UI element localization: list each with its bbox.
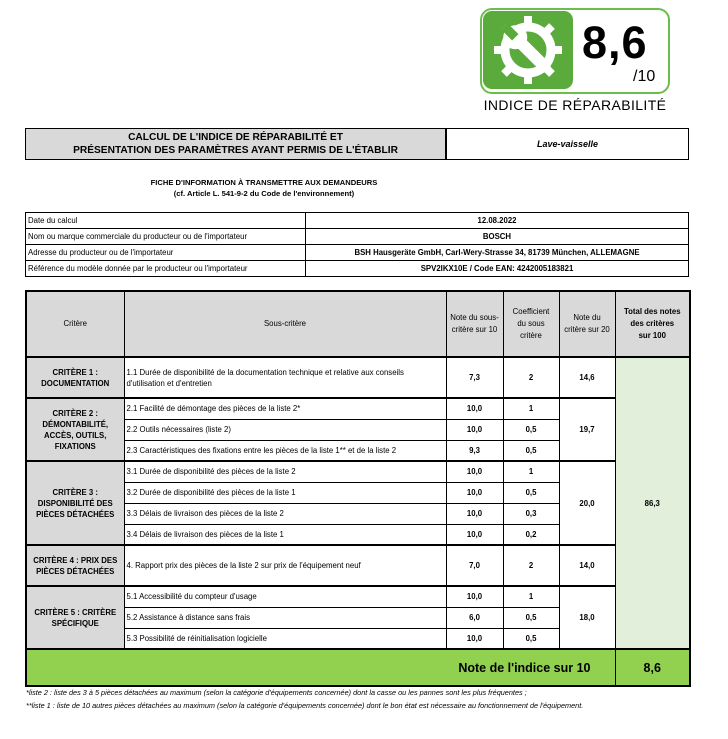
info-value: 12.08.2022 xyxy=(306,213,689,229)
wrench-gear-icon xyxy=(489,13,567,87)
header-note-sur-10: Note du sous- critère sur 10 xyxy=(446,291,503,357)
info-label: Adresse du producteur ou de l'importateur xyxy=(26,245,306,261)
sub-criterion-note: 10,0 xyxy=(446,586,503,607)
criterion-3-name: CRITÈRE 3 : DISPONIBILITÉ DES PIÈCES DÉTACHÉES xyxy=(26,461,124,545)
criterion-4-score: 14,0 xyxy=(559,545,615,586)
sub-criterion-coef: 0,2 xyxy=(503,524,559,545)
title-line-2: PRÉSENTATION DES PARAMÈTRES AYANT PERMIS DE L'ÉTABLIR xyxy=(73,145,398,156)
logo-score: 8,6 xyxy=(582,17,648,68)
sub-criterion-note: 10,0 xyxy=(446,503,503,524)
sub-criterion-coef: 0,5 xyxy=(503,482,559,503)
criteria-table xyxy=(25,290,691,687)
sub-criterion-label: 2.2 Outils nécessaires (liste 2) xyxy=(124,419,446,440)
sub-criterion-note: 10,0 xyxy=(446,398,503,419)
logo-label: INDICE DE RÉPARABILITÉ xyxy=(483,97,667,113)
table-header-row xyxy=(26,291,690,357)
criterion-3-score: 20,0 xyxy=(559,461,615,545)
sub-criterion-label: 3.2 Durée de disponibilité des pièces de la liste 1 xyxy=(124,482,446,503)
info-row xyxy=(26,245,689,261)
sub-criterion-coef: 1 xyxy=(503,398,559,419)
criterion-1-score: 14,6 xyxy=(559,357,615,398)
sub-criterion-note: 10,0 xyxy=(446,628,503,649)
table-row xyxy=(26,398,690,419)
sub-criterion-coef: 0,5 xyxy=(503,607,559,628)
title-line-1: CALCUL DE L'INDICE DE RÉPARABILITÉ ET xyxy=(128,132,343,143)
criterion-2-score: 19,7 xyxy=(559,398,615,461)
header-sous-critere: Sous-critère xyxy=(124,291,446,357)
sub-criterion-coef: 2 xyxy=(503,357,559,398)
criterion-4-name: CRITÈRE 4 : PRIX DES PIÈCES DÉTACHÉES xyxy=(26,545,124,586)
table-row xyxy=(26,586,690,607)
info-value: BSH Hausgeräte GmbH, Carl-Wery-Strasse 34, 81739 München, ALLEMAGNE xyxy=(306,245,689,261)
footnote-liste-1: **liste 1 : liste de 10 autres pièces détachées au maximum (selon la catégorie d'équipements concernée) dont le bon état est nécessaire au fonctionnement de l'équipement. xyxy=(26,701,584,710)
fiche-line-2: (cf. Article L. 541-9-2 du Code de l'environnement) xyxy=(173,189,355,198)
sub-criterion-coef: 0,5 xyxy=(503,628,559,649)
sub-criterion-note: 7,0 xyxy=(446,545,503,586)
sub-criterion-note: 6,0 xyxy=(446,607,503,628)
sub-criterion-coef: 0,3 xyxy=(503,503,559,524)
header-total-sur-100: Total des notes des critères sur 100 xyxy=(615,291,690,357)
document-title xyxy=(25,128,446,160)
total-score: 86,3 xyxy=(615,357,690,649)
fiche-line-1: FICHE D'INFORMATION À TRANSMETTRE AUX DEMANDEURS xyxy=(150,178,378,187)
sub-criterion-label: 3.4 Délais de livraison des pièces de la liste 1 xyxy=(124,524,446,545)
sub-criterion-label: 2.3 Caractéristiques des fixations entre les pièces de la liste 1** et de la liste 2 xyxy=(124,440,446,461)
info-label: Date du calcul xyxy=(26,213,306,229)
info-label: Référence du modèle donnée par le producteur ou l'importateur xyxy=(26,261,306,277)
logo-icon-background xyxy=(483,11,573,89)
header-note-sur-20: Note du critère sur 20 xyxy=(559,291,615,357)
sub-criterion-label: 2.1 Facilité de démontage des pièces de la liste 2* xyxy=(124,398,446,419)
index-footer-label: Note de l'indice sur 10 xyxy=(26,649,615,686)
sub-criterion-note: 10,0 xyxy=(446,524,503,545)
table-row xyxy=(26,545,690,586)
criterion-5-name: CRITÈRE 5 : CRITÈRE SPÉCIFIQUE xyxy=(26,586,124,649)
sub-criterion-label: 3.1 Durée de disponibilité des pièces de la liste 2 xyxy=(124,461,446,482)
product-info-table xyxy=(25,212,689,277)
logo-denominator: /10 xyxy=(633,68,656,85)
sub-criterion-note: 7,3 xyxy=(446,357,503,398)
info-value: SPV2IKX10E / Code EAN: 4242005183821 xyxy=(306,261,689,277)
sub-criterion-label: 4. Rapport prix des pièces de la liste 2 sur prix de l'équipement neuf xyxy=(124,545,446,586)
sub-criterion-note: 10,0 xyxy=(446,482,503,503)
sub-criterion-coef: 0,5 xyxy=(503,419,559,440)
sub-criterion-label: 3.3 Délais de livraison des pièces de la liste 2 xyxy=(124,503,446,524)
info-label: Nom ou marque commerciale du producteur ou de l'importateur xyxy=(26,229,306,245)
header-critere: Critère xyxy=(26,291,124,357)
sub-criterion-label: 5.1 Accessibilité du compteur d'usage xyxy=(124,586,446,607)
criterion-2-name: CRITÈRE 2 : DÉMONTABILITÉ, ACCÈS, OUTILS, FIXATIONS xyxy=(26,398,124,461)
sub-criterion-label: 1.1 Durée de disponibilité de la documentation technique et relative aux conseils d'utilisation et d'entretien xyxy=(124,357,446,398)
product-category: Lave-vaisselle xyxy=(446,128,689,160)
info-row xyxy=(26,261,689,277)
footnote-liste-2: *liste 2 : liste des 3 à 5 pièces détachées au maximum (selon la catégorie d'équipements concernée) dont la casse ou les pannes sont les plus fréquentes ; xyxy=(26,688,527,697)
info-value: BOSCH xyxy=(306,229,689,245)
sub-criterion-coef: 0,5 xyxy=(503,440,559,461)
criterion-1-name: CRITÈRE 1 : DOCUMENTATION xyxy=(26,357,124,398)
sub-criterion-label: 5.2 Assistance à distance sans frais xyxy=(124,607,446,628)
header-coefficient: Coefficient du sous critère xyxy=(503,291,559,357)
sub-criterion-note: 9,3 xyxy=(446,440,503,461)
index-footer-value: 8,6 xyxy=(615,649,690,686)
sub-criterion-label: 5.3 Possibilité de réinitialisation logicielle xyxy=(124,628,446,649)
info-row xyxy=(26,213,689,229)
index-footer-row xyxy=(26,649,690,686)
sub-criterion-note: 10,0 xyxy=(446,461,503,482)
criterion-5-score: 18,0 xyxy=(559,586,615,649)
sub-criterion-coef: 1 xyxy=(503,586,559,607)
fiche-heading xyxy=(25,177,503,199)
table-row xyxy=(26,461,690,482)
repairability-logo xyxy=(480,8,680,116)
sub-criterion-coef: 1 xyxy=(503,461,559,482)
sub-criterion-note: 10,0 xyxy=(446,419,503,440)
info-row xyxy=(26,229,689,245)
sub-criterion-coef: 2 xyxy=(503,545,559,586)
table-row xyxy=(26,357,690,398)
